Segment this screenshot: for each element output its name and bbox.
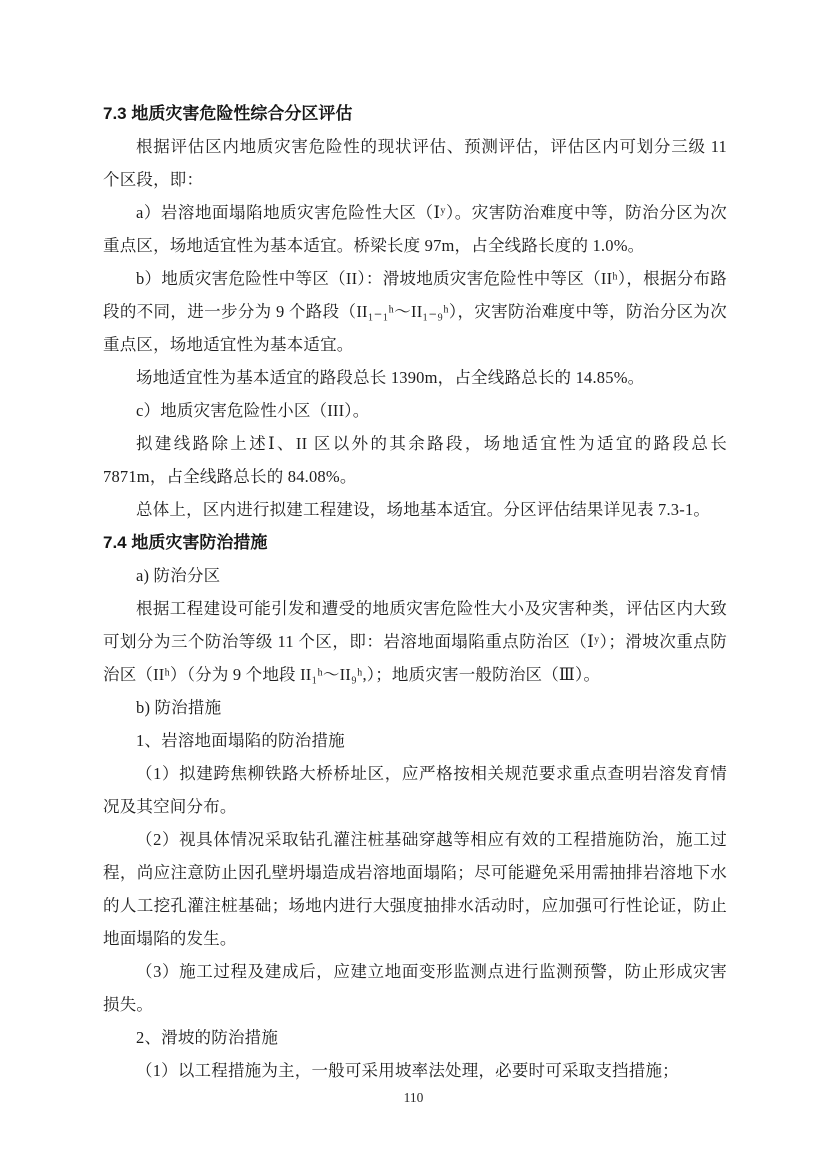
paragraph-measure-2-1: （1）以工程措施为主，一般可采用坡率法处理，必要时可采取支挡措施； xyxy=(136,1061,679,1080)
paragraph-zone-b: b）地质灾害危险性中等区（II）：滑坡地质灾害危险性中等区（IIʰ），根据分布路段的不同，进一步分为 9 个路段（II₁₋₁ʰ～II₁₋₉ʰ），灾害防治难度中等，防治分区为次重点区，场地适宜性为基本适宜。 xyxy=(103,269,727,354)
document-body xyxy=(103,97,727,1087)
heading-7-3: 7.3 地质灾害危险性综合分区评估 xyxy=(103,104,353,123)
page-number: 110 xyxy=(403,1090,424,1105)
paragraph-zone-a: a）岩溶地面塌陷地质灾害危险性大区（Ⅰʸ）。灾害防治难度中等，防治分区为次重点区，场地适宜性为基本适宜。桥梁长度 97m，占全线路长度的 1.0%。 xyxy=(103,203,727,255)
paragraph-zone-c: c）地质灾害危险性小区（III）。 xyxy=(136,401,370,420)
paragraph-measure-2-title: 2、滑坡的防治措施 xyxy=(136,1028,279,1047)
paragraph-zoning-detail: 根据工程建设可能引发和遭受的地质灾害危险性大小及灾害种类，评估区内大致可划分为三个防治等级 11 个区，即：岩溶地面塌陷重点防治区（Ⅰʸ）；滑坡次重点防治区（IIʰ）（分为 9 个地段 II₁ʰ～II₉ʰ,）；地质灾害一般防治区（Ⅲ）。 xyxy=(103,599,727,684)
paragraph-length-summary: 场地适宜性为基本适宜的路段总长 1390m，占全线路总长的 14.85%。 xyxy=(136,368,645,387)
paragraph-measure-1-2: （2）视具体情况采取钻孔灌注桩基础穿越等相应有效的工程措施防治，施工过程，尚应注意防止因孔壁坍塌造成岩溶地面塌陷；尽可能避免采用需抽排岩溶地下水的人工挖孔灌注桩基础；场地内进行大强度抽排水活动时，应加强可行性论证，防止地面塌陷的发生。 xyxy=(103,830,727,948)
paragraph-measure-1-1: （1）拟建跨焦柳铁路大桥桥址区，应严格按相关规范要求重点查明岩溶发育情况及其空间分布。 xyxy=(103,764,727,816)
paragraph-measure-1-3: （3）施工过程及建成后，应建立地面变形监测点进行监测预警，防止形成灾害损失。 xyxy=(103,962,727,1014)
paragraph-item-a-zoning: a) 防治分区 xyxy=(136,566,221,585)
heading-7-4: 7.4 地质灾害防治措施 xyxy=(103,533,268,552)
paragraph-item-b-measures: b) 防治措施 xyxy=(136,698,222,717)
paragraph-measure-1-title: 1、岩溶地面塌陷的防治措施 xyxy=(136,731,345,750)
paragraph-intro-7-3: 根据评估区内地质灾害危险性的现状评估、预测评估，评估区内可划分三级 11 个区段，即： xyxy=(103,137,727,189)
paragraph-remaining-segments: 拟建线路除上述Ⅰ、II 区以外的其余路段，场地适宜性为适宜的路段总长 7871m，占全线路总长的 84.08%。 xyxy=(103,434,727,486)
paragraph-overall-conclusion: 总体上，区内进行拟建工程建设，场地基本适宜。分区评估结果详见表 7.3-1。 xyxy=(136,500,711,519)
